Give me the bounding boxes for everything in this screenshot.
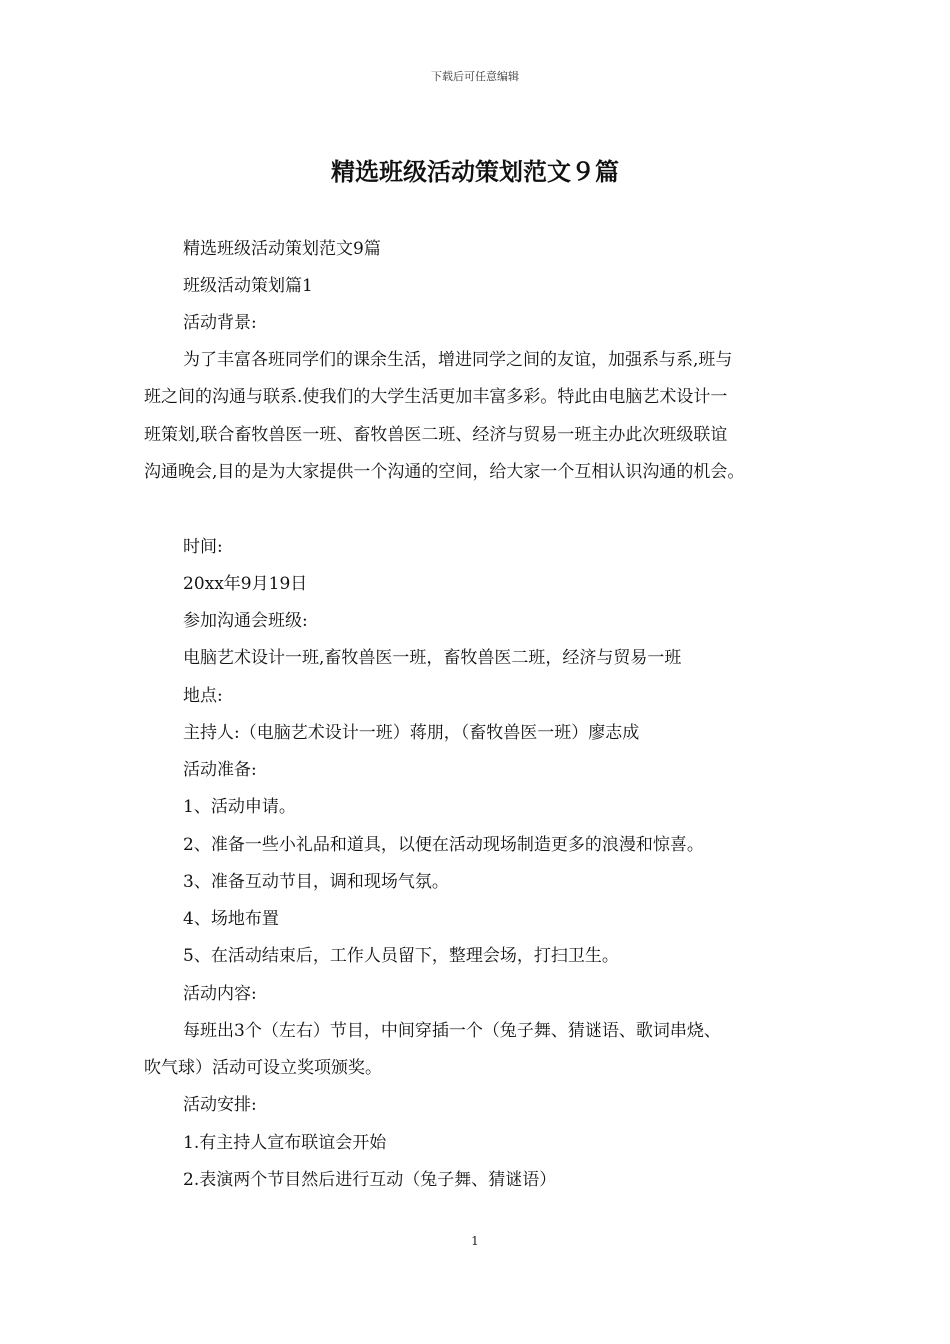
body-line: 吹气球）活动可设立奖项颁奖。 <box>144 1058 382 1078</box>
body-line: 活动内容: <box>183 984 257 1004</box>
body-line: 1.有主持人宣布联谊会开始 <box>183 1133 387 1153</box>
body-line: 活动安排: <box>183 1095 257 1115</box>
body-line: 地点: <box>183 686 223 706</box>
document-title: 精选班级活动策划范文９篇 <box>331 158 619 186</box>
body-line: 2.表演两个节目然后进行互动（兔子舞、猜谜语） <box>183 1170 557 1190</box>
body-line: 时间: <box>183 537 223 557</box>
body-line: 活动准备: <box>183 760 257 780</box>
body-line: 5、在活动结束后，工作人员留下，整理会场，打扫卫生。 <box>183 946 619 966</box>
body-line: 精选班级活动策划范文9篇 <box>183 239 381 259</box>
body-line: 2、准备一些小礼品和道具，以便在活动现场制造更多的浪漫和惊喜。 <box>183 835 704 855</box>
body-line: 4、场地布置 <box>183 909 279 929</box>
header-note: 下载后可任意编辑 <box>431 70 519 83</box>
body-line: 活动背景: <box>183 313 257 333</box>
body-line: 20xx年9月19日 <box>183 574 308 594</box>
body-line: 沟通晚会,目的是为大家提供一个沟通的空间，给大家一个互相认识沟通的机会。 <box>144 462 745 482</box>
body-line: 参加沟通会班级: <box>183 611 308 631</box>
body-line: 主持人:（电脑艺术设计一班）蒋朋，（畜牧兽医一班）廖志成 <box>183 723 640 743</box>
body-line: 3、准备互动节目，调和现场气氛。 <box>183 872 449 892</box>
body-line: 班之间的沟通与联系.使我们的大学生活更加丰富多彩。特此由电脑艺术设计一 <box>144 387 728 407</box>
body-line: 为了丰富各班同学们的课余生活，增进同学之间的友谊，加强系与系,班与 <box>183 350 733 370</box>
body-line: 班级活动策划篇1 <box>183 276 313 296</box>
body-line: 班策划,联合畜牧兽医一班、畜牧兽医二班、经济与贸易一班主办此次班级联谊 <box>144 425 728 445</box>
page-number: 1 <box>471 1234 479 1248</box>
body-line: 电脑艺术设计一班,畜牧兽医一班，畜牧兽医二班，经济与贸易一班 <box>183 648 682 668</box>
body-line: 1、活动申请。 <box>183 797 296 817</box>
body-line: 每班出3个（左右）节目，中间穿插一个（兔子舞、猜谜语、歌词串烧、 <box>183 1021 721 1041</box>
